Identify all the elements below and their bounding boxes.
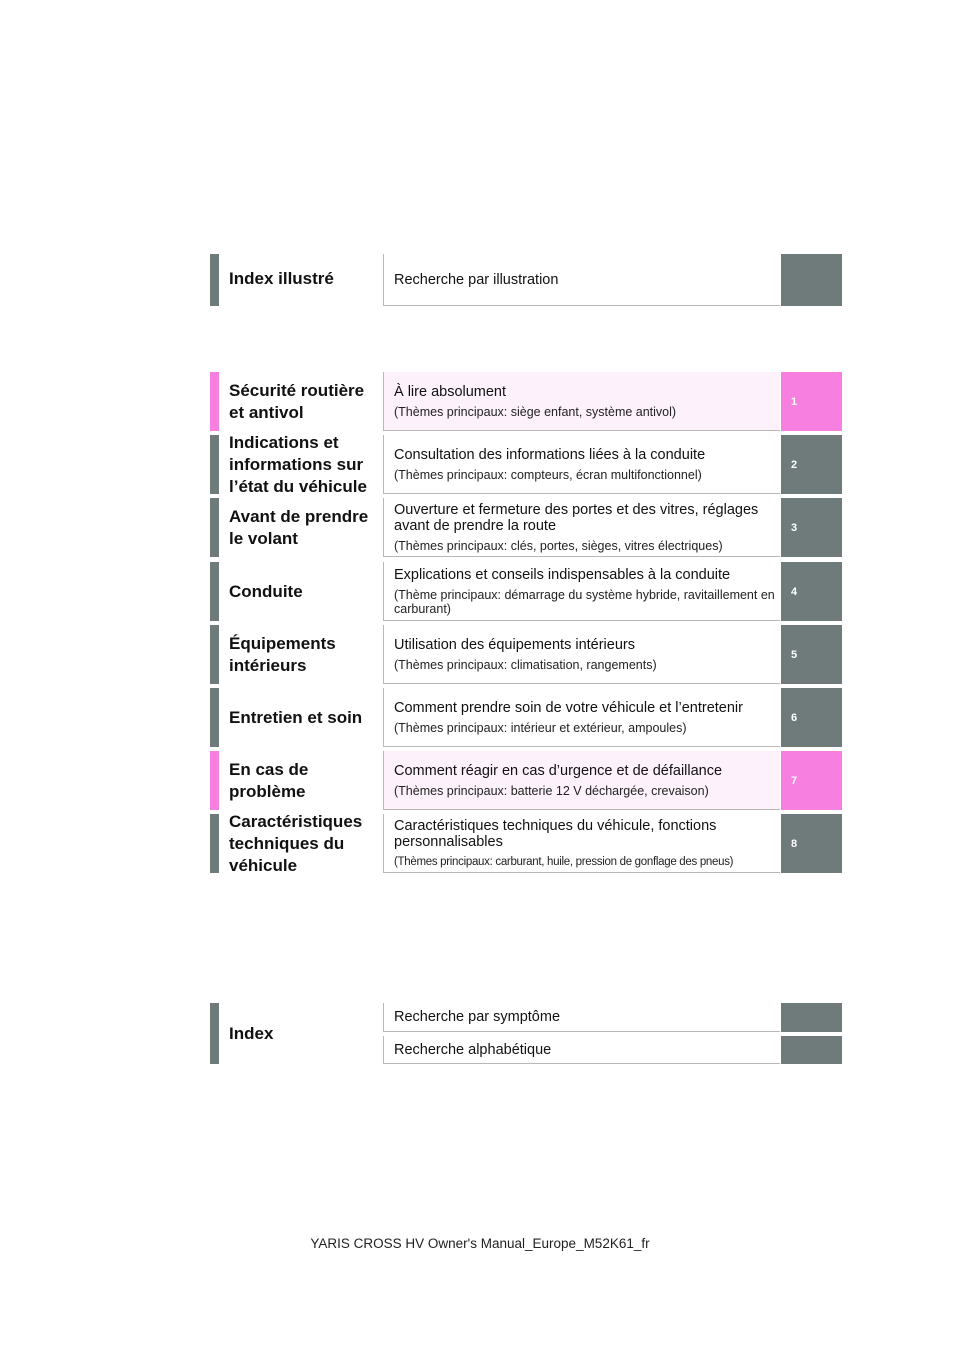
chapter-description xyxy=(383,625,780,684)
chapter-row-5[interactable] xyxy=(210,625,842,684)
chapter-tab-6[interactable]: 6 xyxy=(781,688,842,747)
chapter-row-8[interactable] xyxy=(210,811,842,875)
chapter-row-6[interactable] xyxy=(210,688,842,747)
section-bar xyxy=(210,814,219,873)
chapter-desc-sub: (Thèmes principaux: carburant, huile, pression de gonflage des pneus) xyxy=(394,855,734,868)
page-footer: YARIS CROSS HV Owner's Manual_Europe_M52K61_fr xyxy=(310,1236,650,1251)
chapter-desc-sub: (Thèmes principaux: compteurs, écran multifonctionnel) xyxy=(394,467,702,482)
chapter-tab-1[interactable]: 1 xyxy=(781,372,842,431)
index-title: Index xyxy=(229,1023,274,1043)
index-row xyxy=(210,1003,842,1064)
chapter-desc-main: Ouverture et fermeture des portes et des vitres, réglages avant de prendre la route xyxy=(394,501,759,534)
section-bar xyxy=(210,498,219,557)
chapter-title: Conduite xyxy=(229,581,303,601)
chapter-row-2[interactable] xyxy=(210,432,842,496)
chapter-desc-main: Utilisation des équipements intérieurs xyxy=(394,636,635,653)
index-tab-alphabetical[interactable] xyxy=(781,1036,842,1064)
chapter-desc-main: Comment prendre soin de votre véhicule et l’entretenir xyxy=(394,699,743,716)
chapter-title: Indications et informations sur l’état du véhicule xyxy=(229,432,367,496)
index-item-symptom[interactable]: Recherche par symptôme xyxy=(383,1003,780,1032)
chapter-desc-main: Explications et conseils indispensables à la conduite xyxy=(394,566,731,583)
chapter-title: En cas de problème xyxy=(229,759,309,801)
chapter-tab-7[interactable]: 7 xyxy=(781,751,842,810)
index-tab-symptom[interactable] xyxy=(781,1003,842,1032)
chapter-desc-sub: (Thèmes principaux: siège enfant, système antivol) xyxy=(394,404,677,419)
chapter-title: Sécurité routière et antivol xyxy=(229,380,365,422)
section-bar xyxy=(210,688,219,747)
illustrated-index-row[interactable] xyxy=(210,254,842,306)
chapter-desc-main: Consultation des informations liées à la conduite xyxy=(394,446,706,463)
chapter-description xyxy=(383,372,780,431)
chapter-desc-main: Caractéristiques techniques du véhicule, fonctions personnalisables xyxy=(394,817,717,850)
section-bar xyxy=(210,562,219,621)
chapter-description xyxy=(383,562,780,621)
chapter-title: Avant de prendre le volant xyxy=(229,506,369,548)
chapter-desc-sub: (Thèmes principaux: clés, portes, sièges, vitres électriques) xyxy=(394,538,723,553)
chapter-tab-2[interactable]: 2 xyxy=(781,435,842,494)
chapter-description xyxy=(383,435,780,494)
chapter-row-1[interactable] xyxy=(210,372,842,431)
illustrated-index-description xyxy=(383,254,780,306)
chapter-tab-5[interactable]: 5 xyxy=(781,625,842,684)
chapter-description xyxy=(383,814,780,873)
section-bar xyxy=(210,751,219,810)
chapter-description xyxy=(383,498,780,557)
illustrated-index-title: Index illustré xyxy=(229,269,334,288)
illustrated-index-desc-text: Recherche par illustration xyxy=(394,271,559,288)
chapter-row-4[interactable] xyxy=(210,562,842,621)
section-bar xyxy=(210,254,219,306)
chapter-title: Équipements intérieurs xyxy=(229,633,336,675)
chapter-description xyxy=(383,688,780,747)
chapter-title: Caractéristiques techniques du véhicule xyxy=(229,811,363,875)
chapter-desc-main: À lire absolument xyxy=(394,383,507,400)
section-bar xyxy=(210,372,219,431)
section-bar xyxy=(210,625,219,684)
illustrated-index-tab[interactable] xyxy=(781,254,842,306)
section-bar xyxy=(210,1003,219,1064)
chapter-description xyxy=(383,751,780,810)
section-bar xyxy=(210,435,219,494)
chapter-desc-sub: (Thèmes principaux: intérieur et extérieur, ampoules) xyxy=(394,720,687,735)
chapter-tab-3[interactable]: 3 xyxy=(781,498,842,557)
chapter-row-7[interactable] xyxy=(210,751,842,810)
chapter-desc-sub: (Thème principaux: démarrage du système hybride, ravitaillement en carburant) xyxy=(394,587,775,616)
chapter-desc-sub: (Thèmes principaux: climatisation, rangements) xyxy=(394,657,657,672)
chapter-desc-sub: (Thèmes principaux: batterie 12 V déchargée, crevaison) xyxy=(394,783,709,798)
chapter-row-3[interactable] xyxy=(210,498,842,557)
chapter-tab-8[interactable]: 8 xyxy=(781,814,842,873)
chapter-title: Entretien et soin xyxy=(229,707,363,727)
index-item-alphabetical[interactable]: Recherche alphabétique xyxy=(383,1036,780,1064)
chapter-desc-main: Comment réagir en cas d’urgence et de défaillance xyxy=(394,762,723,779)
chapter-tab-4[interactable]: 4 xyxy=(781,562,842,621)
